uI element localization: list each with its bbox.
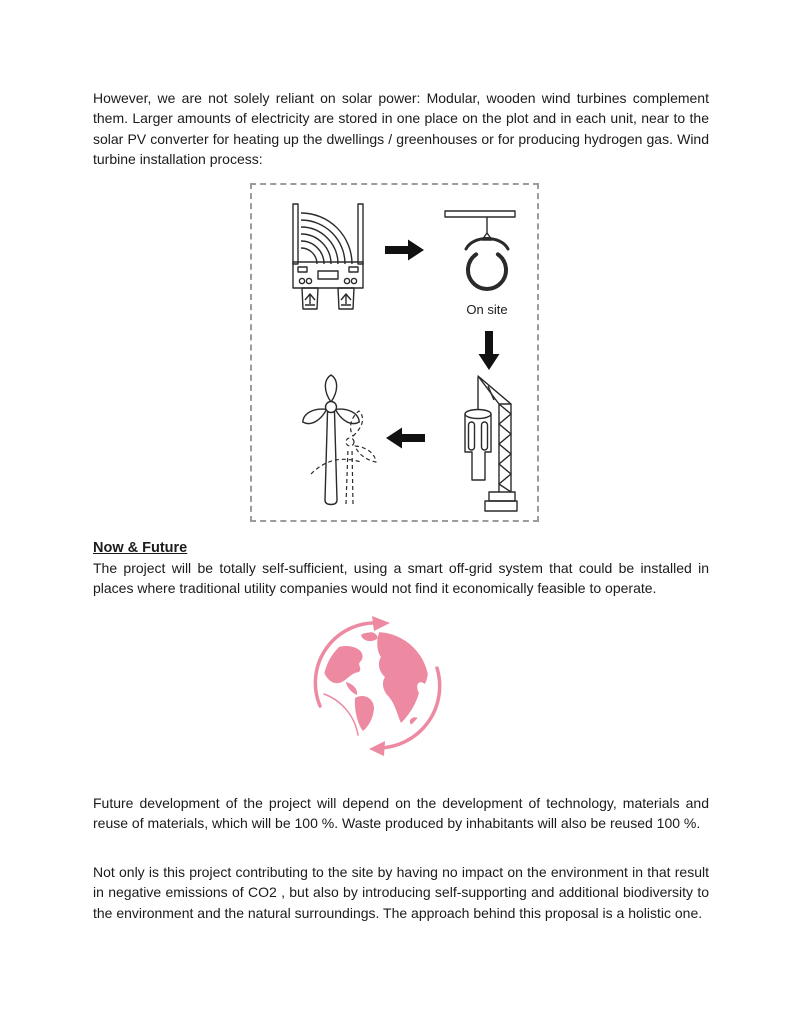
right-arrow-icon [385, 238, 425, 262]
paragraph-holistic: Not only is this project contributing to the site by having no impact on the environment in that result in negative emissions of CO2 , but also by introducing self-supporting and additional biodiversity to the environment and the natural surroundings. The approach behind this proposal is a holistic one. [93, 864, 709, 921]
lifting-hook-icon [444, 207, 522, 299]
paragraph-future-development: Future development of the project will depend on the development of technology, materials and reuse of materials, which will be 100 %. Waste produced by inhabitants will also be reused 100 %. [93, 795, 709, 832]
wind-turbine-installation-diagram [250, 183, 539, 522]
heading-now-future: Now & Future [93, 540, 188, 556]
pink-earth-recycle-icon [306, 616, 446, 756]
on-site-label: On site [466, 302, 508, 317]
down-arrow-icon [477, 331, 501, 371]
paragraph-intro: However, we are not solely reliant on solar power: Modular, wooden wind turbines complement them. Larger amounts of electricity are stored in one place on the plot and in each unit, near to the solar PV converter for heating up the dwellings / greenhouses or for producing hydrogen gas. Wind turbine installation process: [93, 90, 709, 167]
wind-turbine-icon [283, 374, 378, 514]
blade-transport-truck-icon [290, 202, 366, 312]
left-arrow-icon [385, 426, 425, 450]
paragraph-now-future: The project will be totally self-sufficient, using a smart off-grid system that could be installed in places where traditional utility companies would not find it economically feasible to operate. [93, 560, 709, 597]
tower-crane-icon [452, 374, 518, 514]
